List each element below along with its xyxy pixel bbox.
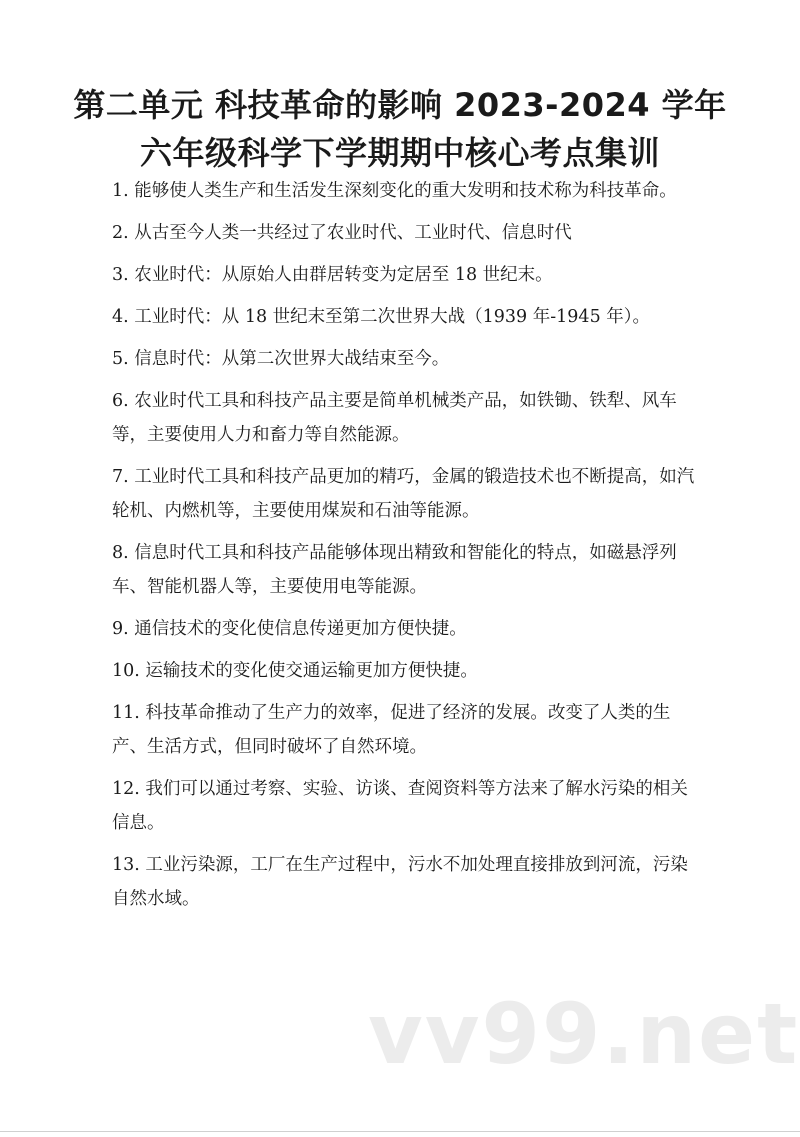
key-point-13: 13. 工业污染源，工厂在生产过程中，污水不加处理直接排放到河流，污染自然水域。	[112, 855, 688, 909]
key-point-7: 7. 工业时代工具和科技产品更加的精巧，金属的锻造技术也不断提高，如汽轮机、内燃机等，主要使用煤炭和石油等能源。	[112, 467, 695, 521]
key-point-11: 11. 科技革命推动了生产力的效率，促进了经济的发展。改变了人类的生产、生活方式，但同时破坏了自然环境。	[112, 703, 671, 757]
key-point-12: 12. 我们可以通过考察、实验、访谈、查阅资料等方法来了解水污染的相关信息。	[112, 779, 688, 833]
key-point-6: 6. 农业时代工具和科技产品主要是简单机械类产品，如铁锄、铁犁、风车等，主要使用人力和畜力等自然能源。	[112, 391, 677, 445]
key-point-2: 2. 从古至今人类一共经过了农业时代、工业时代、信息时代	[112, 223, 572, 243]
page-bottom-divider	[0, 1131, 800, 1132]
document-title-line-2: 六年级科学下学期期中核心考点集训	[139, 134, 660, 172]
key-point-9: 9. 通信技术的变化使信息传递更加方便快捷。	[112, 619, 467, 639]
key-point-10: 10. 运输技术的变化使交通运输更加方便快捷。	[112, 661, 478, 681]
key-points-list	[112, 174, 702, 924]
watermark: vv99.net	[368, 985, 800, 1083]
document-title-line-1: 第二单元 科技革命的影响 2023-2024 学年	[73, 86, 727, 124]
key-point-4: 4. 工业时代：从 18 世纪末至第二次世界大战（1939 年-1945 年）。	[112, 307, 651, 327]
key-point-5: 5. 信息时代：从第二次世界大战结束至今。	[112, 349, 450, 369]
key-point-8: 8. 信息时代工具和科技产品能够体现出精致和智能化的特点，如磁悬浮列车、智能机器人等，主要使用电等能源。	[112, 543, 677, 597]
key-point-1: 1. 能够使人类生产和生活发生深刻变化的重大发明和技术称为科技革命。	[112, 181, 677, 201]
key-point-3: 3. 农业时代：从原始人由群居转变为定居至 18 世纪末。	[112, 265, 553, 285]
